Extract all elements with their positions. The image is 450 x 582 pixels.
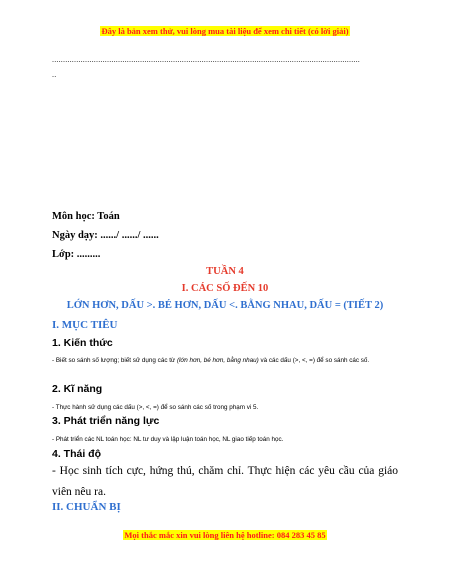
class-label: Lớp: ......... — [52, 249, 101, 260]
section-preparation: II. CHUẨN BỊ — [52, 501, 121, 513]
attitude-heading: 4. Thái độ — [52, 448, 102, 460]
dotted-line-2: .. — [52, 70, 57, 79]
knowledge-text — [52, 353, 398, 368]
week-title: TUẦN 4 — [206, 266, 244, 277]
hotline-banner — [0, 530, 450, 540]
preview-banner-text: Đây là bản xem thử, vui lòng mua tài liệu để xem chi tiết (có lời giải) — [101, 26, 349, 36]
competence-text: - Phát triển các NL toán học: NL tư duy và lập luận toán học, NL giao tiếp toán học. — [52, 436, 284, 443]
lesson-subtitle: LỚN HƠN, DẤU >. BÉ HƠN, DẤU <. BẰNG NHAU, DẤU = (TIẾT 2) — [66, 300, 384, 311]
section-objectives: I. MỤC TIÊU — [52, 319, 118, 331]
dotted-line: ............................................................................................................................................ — [52, 55, 360, 64]
knowledge-text-part-end: và các dấu (>, <, =) để so sánh các số. — [258, 357, 370, 364]
knowledge-heading: 1. Kiến thức — [52, 337, 113, 349]
skills-text: - Thực hành sử dụng các dấu (>, <, =) để so sánh các số trong phạm vi 5. — [52, 404, 259, 411]
date-label: Ngày dạy: ....../ ....../ ...... — [52, 230, 159, 241]
competence-heading: 3. Phát triển năng lực — [52, 415, 160, 427]
attitude-text: - Học sinh tích cực, hứng thú, chăm chỉ. Thực hiện các yêu cầu của giáo viên nêu ra. — [52, 465, 398, 498]
lesson-title: I. CÁC SỐ ĐẾN 10 — [181, 283, 269, 294]
knowledge-text-part: - Biết so sánh số lượng; biết sử dụng các từ — [52, 357, 177, 364]
subject-label: Môn học: Toán — [52, 211, 120, 222]
hotline-banner-text: Mọi thắc mắc xin vui lòng liên hệ hotline: 084 283 45 85 — [124, 530, 326, 540]
skills-heading: 2. Kĩ năng — [52, 383, 103, 395]
knowledge-text-italic: (lớn hơn, bé hơn, bằng nhau) — [176, 357, 259, 364]
preview-banner — [0, 26, 450, 36]
